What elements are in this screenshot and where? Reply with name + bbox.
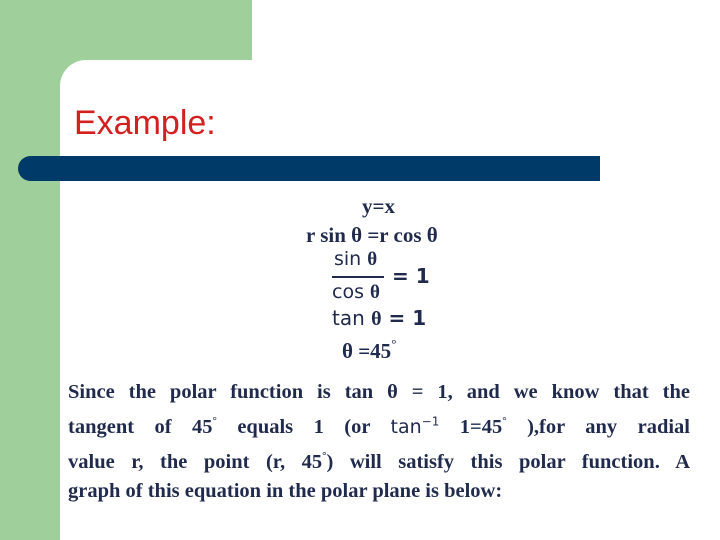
fraction-bar [332,276,384,278]
equation-theta-45: θ =45° [342,336,397,363]
explanation-paragraph [68,378,690,506]
title-divider-bar [18,156,600,181]
equation-tan-equals-one: tan θ = 1 [332,306,427,330]
paragraph-line-3: value r, the point (r, 45°) will satisfy this polar function. A [68,450,690,473]
fraction-denominator: cos θ [332,281,380,303]
equation-r-sin-r-cos: r sin θ =r cos θ [306,223,438,247]
paragraph-line-4: graph of this equation in the polar plane is below: [68,480,503,502]
slide-title: Example: [74,104,216,142]
equation-y-equals-x: y=x [362,194,395,218]
paragraph-line-2: tangent of 45° equals 1 (or $\tan^{-1} 1=45^\circ$ ),for any radial [68,414,690,438]
paragraph-line-1: Since the polar function is tan θ = 1, and we know that the [68,381,690,403]
fraction-numerator: sin θ [334,248,378,270]
fraction-equals-one: = 1 [392,264,430,288]
